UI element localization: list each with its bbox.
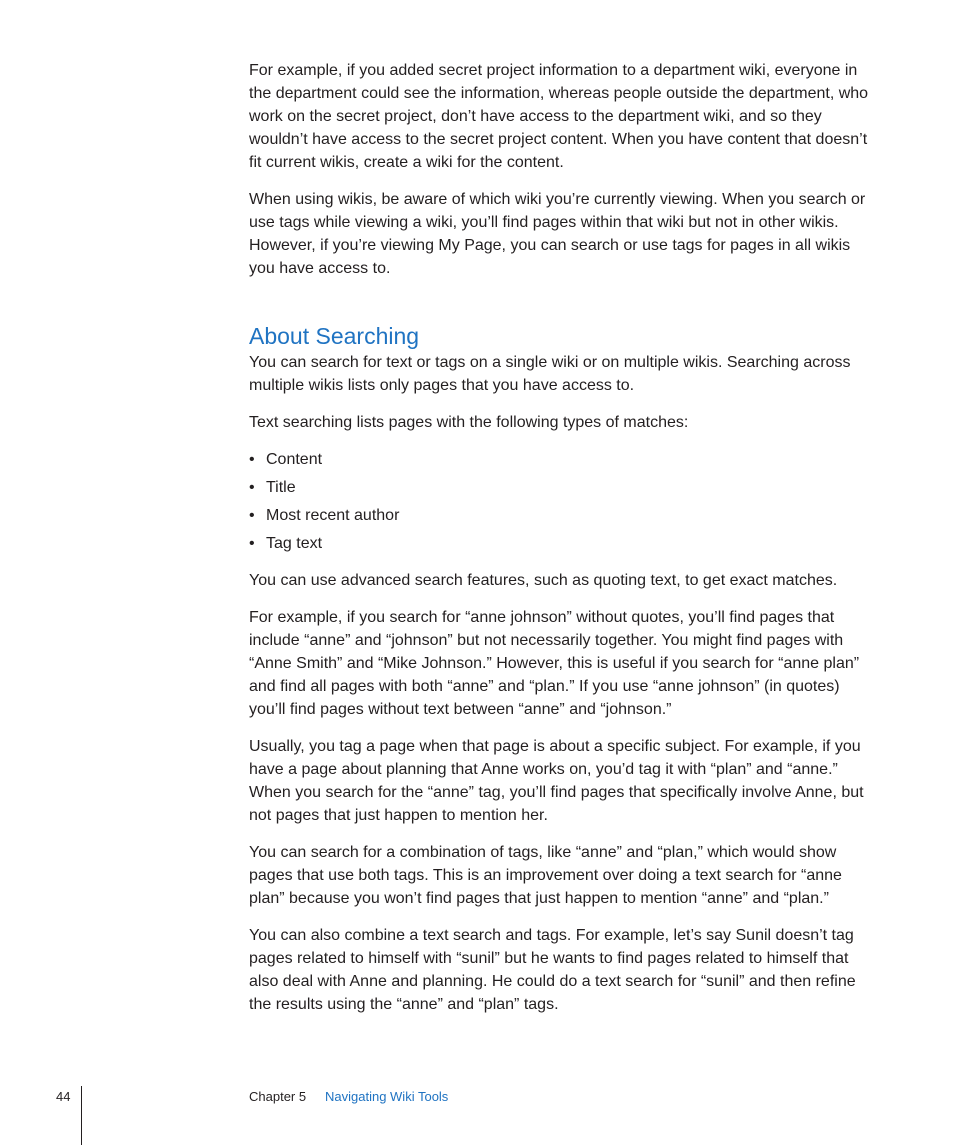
bullet: •: [249, 535, 255, 552]
list-item-text: Tag text: [266, 535, 323, 552]
list-item-text: Title: [266, 479, 296, 496]
intro-paragraph-2: When using wikis, be aware of which wiki you’re currently viewing. When you search or use tags while viewing a wiki, you’ll find pages within that wiki but not in other wikis. However, if you’re viewing My Page, you can search or use tags for pages in all wikis you have access to.: [249, 191, 866, 277]
list-item-text: Content: [266, 451, 323, 468]
section-heading: About Searching: [249, 323, 420, 349]
section-paragraph-3: You can use advanced search features, such as quoting text, to get exact matches.: [249, 572, 838, 589]
section-paragraph-2: Text searching lists pages with the following types of matches:: [249, 414, 689, 431]
chapter-label: Chapter 5: [249, 1089, 307, 1104]
page-content: [249, 59, 879, 1030]
section-paragraph-6: You can search for a combination of tags, like “anne” and “plan,” which would show pages that use both tags. This is an improvement over doing a text search for “anne plan” because you won’t find pages that just happen to mention “anne” and “plan.”: [249, 844, 842, 907]
list-item: [249, 504, 879, 527]
page-number: 44: [56, 1089, 71, 1104]
bullet: •: [249, 507, 255, 524]
list-item-text: Most recent author: [266, 507, 400, 524]
footer-divider: [81, 1086, 82, 1145]
page-footer: [0, 1089, 954, 1145]
list-item: [249, 448, 879, 471]
section-paragraph-4: For example, if you search for “anne johnson” without quotes, you’ll find pages that include “anne” and “johnson” but not necessarily together. You might find pages with “Anne Smith” and “Mike Johnson.” However, this is useful if you search for “anne plan” and find all pages with both “anne” and “plan.” If you use “anne johnson” (in quotes) you’ll find pages without text between “anne” and “johnson.”: [249, 609, 860, 718]
bullet: •: [249, 479, 255, 496]
match-types-list: [249, 448, 879, 555]
section-paragraph-1: You can search for text or tags on a single wiki or on multiple wikis. Searching across multiple wikis lists only pages that you have access to.: [249, 354, 851, 394]
chapter-title-link[interactable]: Navigating Wiki Tools: [325, 1089, 449, 1104]
list-item: [249, 532, 879, 555]
intro-paragraph-1: For example, if you added secret project information to a department wiki, everyone in the department could see the information, whereas people outside the department, who work on the secret project, don’t have access to the department wiki, and so they wouldn’t have access to the secret project content. When you have content that doesn’t fit current wikis, create a wiki for the content.: [249, 62, 869, 171]
bullet: •: [249, 451, 255, 468]
section-paragraph-5: Usually, you tag a page when that page is about a specific subject. For example, if you have a page about planning that Anne works on, you’d tag it with “plan” and “anne.” When you search for the “anne” tag, you’ll find pages that specifically involve Anne, but not pages that just happen to mention her.: [249, 738, 864, 824]
list-item: [249, 476, 879, 499]
section-paragraph-7: You can also combine a text search and tags. For example, let’s say Sunil doesn’t tag pages related to himself with “sunil” but he wants to find pages related to himself that also deal with Anne and planning. He could do a text search for “sunil” and then refine the results using the “anne” and “plan” tags.: [249, 927, 856, 1013]
